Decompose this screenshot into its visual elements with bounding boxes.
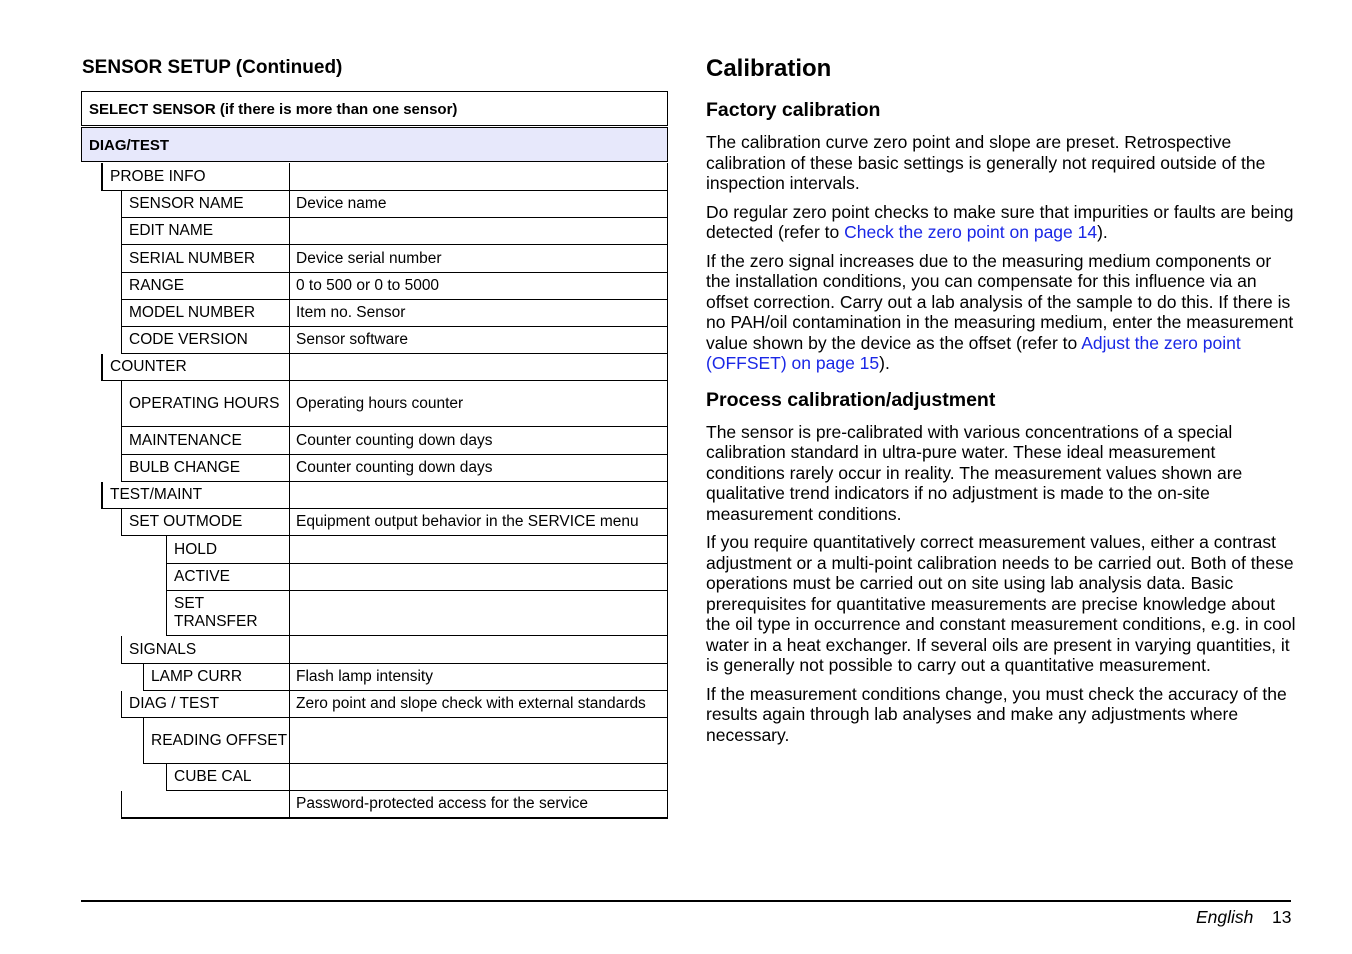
factory-paragraph-1: The calibration curve zero point and slope are preset. Retrospective calibration of these basic settings is generally not required outside of the inspection intervals. <box>706 132 1266 193</box>
menu-item-description: Counter counting down days <box>289 427 668 455</box>
process-paragraph-2: If you require quantitatively correct measurement values, either a contrast adjustment or a multi-point calibration needs to be carried out. Both of these operations must be carried out on site using lab analysis data. Basic prerequisites for quantitative measurements are precise knowledge about the oil type in occurrence and constant measurement conditions, e.g. in cool water in a heat exchanger. If several oils are present in varying quantities, it is generally not possible to carry out a quantitative measurement. <box>706 532 1296 675</box>
page-title: Calibration <box>706 55 832 82</box>
menu-item-label: SIGNALS <box>121 636 289 664</box>
menu-item-label: OPERATING HOURS <box>121 381 289 427</box>
factory-paragraph-2 <box>706 202 1296 243</box>
menu-item-description <box>289 218 668 245</box>
table-header-select-sensor: SELECT SENSOR (if there is more than one sensor) <box>81 91 668 126</box>
menu-item-label: RANGE <box>121 273 289 300</box>
menu-item-label: CODE VERSION <box>121 327 289 354</box>
menu-item-description <box>289 163 668 191</box>
calibration-section <box>706 54 1296 753</box>
menu-item-description <box>289 482 668 509</box>
menu-item-label: CUBE CAL <box>166 764 289 791</box>
menu-item-description <box>289 354 668 381</box>
menu-item-description: Operating hours counter <box>289 381 668 427</box>
menu-item-label: MODEL NUMBER <box>121 300 289 327</box>
paragraph-text: ). <box>879 353 890 373</box>
menu-item-description: Sensor software <box>289 327 668 354</box>
menu-item-label: PROBE INFO <box>101 163 289 191</box>
paragraph-text: If the zero signal increases due to the measuring medium components or the installation conditions, you can compensate for this influence via an offset correction. Carry out a lab analysis of the sample to do this. If there is no PAH/oil contamination in the measuring medium, enter the measurement value shown by the device as the offset (refer to <box>706 250 1294 353</box>
footer-language: English <box>1196 907 1254 927</box>
menu-item-description: Equipment output behavior in the SERVICE menu <box>289 509 668 536</box>
section-heading: SENSOR SETUP (Continued) <box>82 57 343 78</box>
menu-item-description: Zero point and slope check with external standards <box>289 691 668 718</box>
menu-item-label: EDIT NAME <box>121 218 289 245</box>
menu-item-description <box>289 536 668 564</box>
menu-item-label: MAINTENANCE <box>121 427 289 455</box>
menu-item-description: Counter counting down days <box>289 455 668 482</box>
check-zero-point-link[interactable]: Check the zero point on page 14 <box>844 222 1098 242</box>
menu-item-label: LAMP CURR <box>143 664 289 691</box>
menu-item-label: READING OFFSET <box>143 718 289 764</box>
menu-item-description <box>289 718 668 764</box>
menu-item-description: Password-protected access for the service <box>289 791 668 818</box>
table-bottom-rule <box>121 818 668 819</box>
menu-item-label: COUNTER <box>101 354 289 381</box>
process-paragraph-3: If the measurement conditions change, you must check the accuracy of the results again through lab analyses and make any adjustments where necessary. <box>706 683 1287 745</box>
menu-item-description: Device serial number <box>289 245 668 273</box>
menu-item-description <box>289 564 668 591</box>
menu-item-label: DIAG / TEST <box>121 691 289 718</box>
factory-calibration-heading: Factory calibration <box>706 99 881 121</box>
menu-item-description <box>289 636 668 664</box>
footer-divider <box>81 900 1291 902</box>
menu-item-label: TEST/MAINT <box>101 482 289 509</box>
process-calibration-heading: Process calibration/adjustment <box>706 388 996 411</box>
adjust-zero-point-link[interactable]: Adjust the zero point (OFFSET) on page 15 <box>706 332 1241 373</box>
menu-item-label: HOLD <box>166 536 289 564</box>
menu-item-description: Item no. Sensor <box>289 300 668 327</box>
menu-item-description: 0 to 500 or 0 to 5000 <box>289 273 668 300</box>
factory-paragraph-3 <box>706 251 1296 374</box>
table-header-diag-test: DIAG/TEST <box>81 127 668 162</box>
menu-item-description <box>289 591 668 636</box>
menu-item-label: SET OUTMODE <box>121 509 289 536</box>
menu-item-description: Device name <box>289 191 668 218</box>
paragraph-text: ). <box>1097 222 1108 242</box>
menu-item-label: BULB CHANGE <box>121 455 289 482</box>
paragraph-text: Do regular zero point checks to make sure that impurities or faults are being detected (refer to <box>706 201 1294 242</box>
menu-item-label: ACTIVE <box>166 564 289 591</box>
menu-item-label: SET TRANSFER <box>166 591 289 636</box>
menu-item-description <box>289 764 668 791</box>
page-number: 13 <box>1272 907 1292 927</box>
menu-item-label <box>121 791 289 818</box>
menu-item-label: SERIAL NUMBER <box>121 245 289 273</box>
menu-table <box>81 91 668 819</box>
menu-item-description: Flash lamp intensity <box>289 664 668 691</box>
process-paragraph-1: The sensor is pre-calibrated with various concentrations of a special calibration standard in ultra-pure water. These ideal measurement conditions rarely occur in reality. The measurement values shown are qualitative trend indicators if no adjustment is made to the on-site measurement conditions. <box>706 421 1243 524</box>
menu-item-label: SENSOR NAME <box>121 191 289 218</box>
